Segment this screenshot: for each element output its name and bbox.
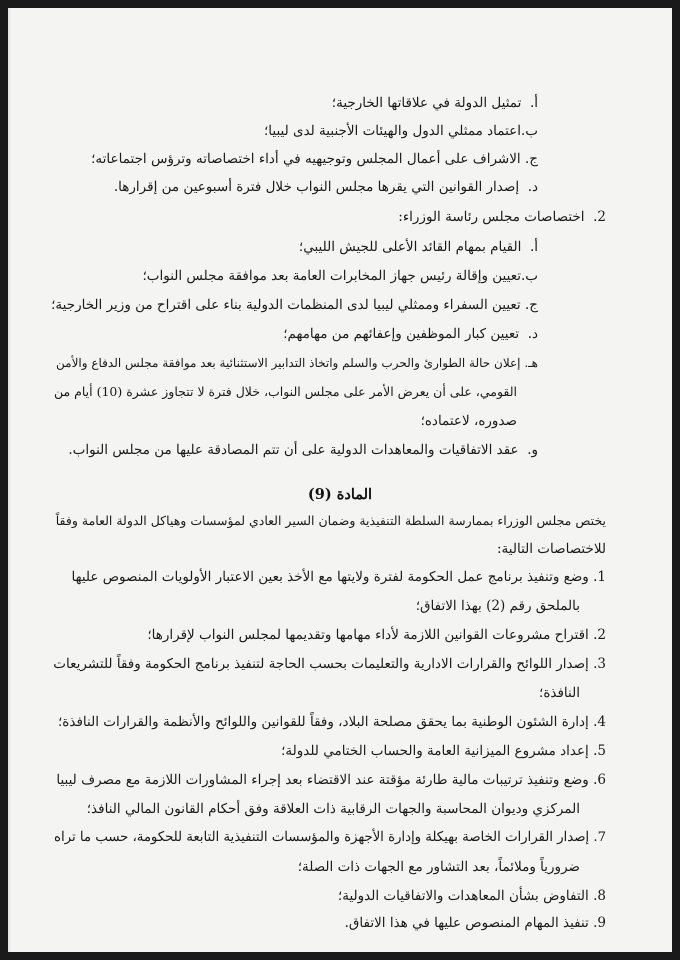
article-item-8: [338, 887, 606, 905]
article-item-3-line2: النافذة؛: [539, 685, 580, 701]
section1-item-d: [114, 178, 538, 196]
item-marker: د.: [527, 326, 538, 342]
item-text: القومي، على أن يعرض الأمر على مجلس النواب، خلال فترة لا تتجاوز عشرة (10) أيام من: [53, 384, 517, 399]
item-text: تنفيذ المهام المنصوص عليها في هذا الاتفاق.: [344, 915, 589, 931]
item-text: إدارة الشئون الوطنية بما يحقق مصلحة البلاد، وفقاً للقوانين واللوائح والأنظمة والقرارات النافذة؛: [58, 714, 589, 730]
item-number: 4.: [593, 714, 606, 730]
item-marker: ج.: [524, 151, 538, 167]
item-text: صدوره، لاعتماده؛: [420, 413, 517, 429]
article-item-7-line2: ضرورياً وملائماً، بعد التشاور مع الجهات ذات الصلة؛: [297, 859, 580, 875]
article-item-4: [58, 713, 606, 731]
item-marker: ج.: [524, 297, 538, 313]
item-text: وضع وتنفيذ برنامج عمل الحكومة لفترة ولايتها مع الأخذ بعين الاعتبار الأولويات المنصوص عليها: [71, 569, 589, 585]
article-item-6-line1: [56, 771, 606, 789]
item-marker: ب.: [520, 123, 538, 139]
item-text: وضع وتنفيذ ترتيبات مالية طارئة مؤقتة عند الاقتضاء بعد إجراء المشاورات اللازمة مع مصرف ليبيا: [56, 772, 589, 788]
item-text: اعتماد ممثلي الدول والهيئات الأجنبية لدى ليبيا؛: [263, 123, 521, 139]
item-text: تعيين وإقالة رئيس جهاز المخابرات العامة بعد موافقة مجلس النواب؛: [142, 268, 521, 284]
item-text: اقتراح مشروعات القوانين اللازمة لأداء مهامها وتقديمها لمجلس النواب لإقرارها؛: [147, 627, 589, 643]
section2-title: [398, 208, 606, 226]
document-body: [8, 8, 672, 952]
item-text: إعداد مشروع الميزانية العامة والحساب الختامي للدولة؛: [281, 743, 589, 759]
document-page: [8, 8, 672, 952]
section1-item-a: [332, 94, 538, 112]
item-marker: أ.: [529, 239, 538, 255]
section2-item-b: [142, 267, 538, 285]
article-item-6-line2: المركزي وديوان المحاسبة والجهات الرقابية ذات العلاقة وفق أحكام القانون المالي النافذ؛: [86, 801, 580, 817]
item-marker: هـ.: [524, 356, 538, 370]
section-title: اختصاصات مجلس رئاسة الوزراء:: [398, 209, 585, 225]
item-text: القيام بمهام القائد الأعلى للجيش الليبي؛: [298, 239, 522, 255]
article-intro-line2: للاختصاصات التالية:: [496, 541, 606, 557]
article-item-9: [345, 914, 606, 932]
item-number: 7.: [593, 830, 606, 845]
item-number: 1.: [593, 569, 606, 585]
article-heading: المادة (9): [307, 486, 373, 503]
section1-item-c: [91, 150, 538, 168]
article-item-7-line1: [54, 829, 606, 847]
item-text: الاشراف على أعمال المجلس وتوجيهيه في أداء اختصاصاته وترؤس اجتماعاته؛: [91, 151, 521, 167]
section2-item-f: [68, 441, 538, 459]
section2-item-a: [299, 238, 538, 256]
item-text: إصدار اللوائح والقرارات الادارية والتعليمات بحسب الحاجة لتنفيذ برنامج الحكومة وفقاً للتشريعات: [53, 656, 589, 672]
article-item-5: [281, 742, 606, 760]
item-number: 6.: [593, 772, 606, 788]
item-text: تمثيل الدولة في علاقاتها الخارجية؛: [331, 95, 522, 111]
item-text: تعيين السفراء وممثلي ليبيا لدى المنظمات الدولية بناء على اقتراح من وزير الخارجية؛: [51, 297, 521, 313]
item-text: عقد الاتفاقيات والمعاهدات الدولية على أن تتم المصادقة عليها من مجلس النواب.: [68, 442, 519, 458]
item-marker: د.: [527, 179, 538, 195]
section2-item-e-line2: [54, 383, 517, 401]
item-number: 5.: [593, 743, 606, 759]
section2-item-d: [283, 325, 538, 343]
item-number: 8.: [593, 888, 606, 904]
section2-item-c: [51, 296, 538, 314]
article-item-2: [147, 626, 606, 644]
article-item-3-line1: [53, 655, 606, 673]
section-number: 2.: [593, 209, 606, 225]
item-number: 3.: [593, 656, 606, 672]
item-marker: و.: [527, 442, 538, 458]
item-text: التفاوض بشأن المعاهدات والاتفاقيات الدولية؛: [337, 888, 589, 904]
article-item-1-line1: [71, 568, 606, 586]
item-number: 9.: [593, 915, 606, 931]
article-intro-line1: يختص مجلس الوزراء بممارسة السلطة التنفيذية وضمان السير العادي لمؤسسات وهياكل الدولة العامة وفقاً: [55, 513, 606, 528]
item-text: إعلان حالة الطوارئ والحرب والسلم واتخاذ التدابير الاستثنائية بعد موافقة مجلس الدفاع والأمن: [56, 356, 521, 370]
item-number: 2.: [593, 627, 606, 643]
item-marker: أ.: [529, 95, 538, 111]
section1-item-b: [264, 122, 538, 140]
item-marker: ب.: [520, 268, 538, 284]
section2-item-e-line3: [421, 412, 517, 430]
section2-item-e-line1: [56, 354, 538, 372]
item-text: إصدار القوانين التي يقرها مجلس النواب خلال فترة أسبوعين من إقرارها.: [113, 179, 520, 195]
item-text: إصدار القرارات الخاصة بهيكلة وإدارة الأجهزة والمؤسسات التنفيذية التابعة للحكومة، حسب ما تراه: [54, 830, 590, 845]
item-text: تعيين كبار الموظفين وإعفائهم من مهامهم؛: [283, 326, 520, 342]
article-item-1-line2: بالملحق رقم (2) بهذا الاتفاق؛: [415, 598, 580, 614]
